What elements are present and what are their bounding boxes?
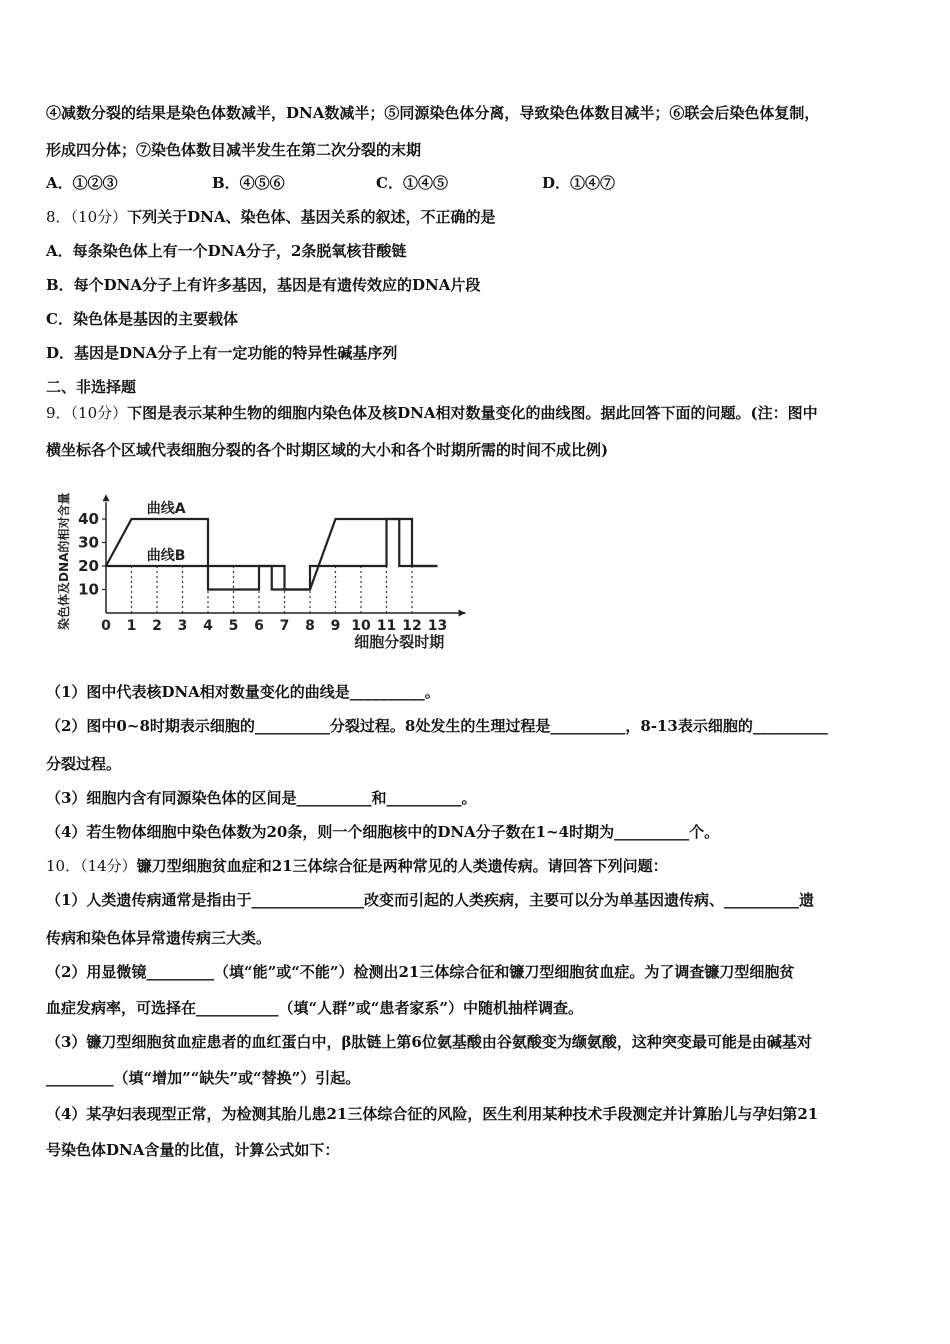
text-line-2: 形成四分体；⑦染色体数目减半发生在第二次分裂的末期	[46, 141, 422, 159]
q9-number: 9．（10分）	[46, 404, 128, 422]
q8-option-d: D．基因是DNA分子上有一定功能的特异性碱基序列	[46, 344, 398, 362]
q8-stem-text: 下列关于DNA、染色体、基因关系的叙述，不正确的是	[127, 208, 496, 226]
q10-sub-2a: （2）用显微镜_________（填“能”或“不能”）检测出21三体综合征和镰刀型细胞贫血症。为了调查镰刀型细胞贫	[46, 963, 795, 981]
y-tick-label: 40	[78, 510, 99, 528]
q7-option-a: A．①②③	[46, 174, 118, 192]
x-tick-label: 11	[376, 618, 397, 634]
q10-stem	[46, 856, 906, 876]
q10-number: 10．（14分）	[46, 857, 137, 875]
q8-option-a: A．每条染色体上有一个DNA分子，2条脱氧核苷酸链	[46, 242, 407, 260]
q9-sub-2b: 分裂过程。	[46, 755, 122, 773]
x-tick-label: 5	[228, 618, 239, 634]
x-tick-label: 8	[305, 618, 315, 634]
x-tick-label: 0	[101, 618, 111, 634]
y-axis-label: 染色体及DNA的相对含量	[57, 492, 71, 630]
x-tick-label: 10	[351, 618, 371, 634]
q7-option-d: D．①④⑦	[542, 174, 616, 192]
q9-stem-text: 下图是表示某种生物的细胞内染色体及核DNA相对数量变化的曲线图。据此回答下面的问题。(注：图中	[127, 404, 818, 422]
q10-sub-2b: 血症发病率，可选择在___________（填“人群”或“患者家系”）中随机抽样调查。	[46, 999, 584, 1017]
x-tick-label: 12	[402, 618, 422, 634]
q10-sub-3a: （3）镰刀型细胞贫血症患者的血红蛋白中，β肽链上第6位氨基酸由谷氨酸变为缬氨酸，这种突变最可能是由碱基对	[46, 1033, 812, 1051]
x-tick-label: 2	[152, 618, 162, 634]
q10-sub-3b: _________（填“增加”“缺失”或“替换”）引起。	[46, 1069, 361, 1087]
x-tick-label: 6	[254, 618, 264, 634]
x-tick-label: 13	[427, 618, 448, 634]
x-tick-label: 1	[126, 618, 137, 634]
q10-sub-1a: （1）人类遗传病通常是指由于_______________改变而引起的人类疾病，主要可以分为单基因遗传病、__________遗	[46, 891, 814, 909]
q10-sub-4b: 号染色体DNA含量的比值，计算公式如下：	[46, 1141, 340, 1159]
y-tick-label: 20	[78, 557, 99, 575]
y-tick-label: 10	[78, 580, 99, 599]
curve-b-label: 曲线B	[146, 548, 186, 565]
x-axis-arrow	[459, 610, 466, 617]
q8-option-c: C．染色体是基因的主要载体	[46, 310, 238, 328]
q8-number: 8．（10分）	[46, 208, 128, 226]
q10-sub-1b: 传病和染色体异常遗传病三大类。	[46, 929, 272, 947]
dna-chromosome-chart	[48, 478, 468, 653]
y-tick-label: 30	[78, 533, 99, 552]
curve-a-label: 曲线A	[146, 501, 186, 518]
text-line-1: ④减数分裂的结果是染色体数减半，DNA数减半；⑤同源染色体分离，导致染色体数目减半；⑥联会后染色体复制，	[46, 104, 820, 122]
x-tick-label: 3	[177, 618, 188, 634]
q8-option-b: B．每个DNA分子上有许多基因，基因是有遗传效应的DNA片段	[46, 276, 481, 294]
q8-stem	[46, 207, 906, 227]
x-tick-label: 7	[279, 618, 290, 634]
q9-stem-1	[46, 403, 906, 423]
x-axis-label: 细胞分裂时期	[354, 633, 445, 651]
section-heading: 二、非选择题	[46, 378, 137, 396]
x-tick-label: 9	[330, 618, 341, 634]
q9-stem-2: 横坐标各个区域代表细胞分裂的各个时期区域的大小和各个时期所需的时间不成比例)	[46, 441, 609, 459]
q9-sub-2a: （2）图中0~8时期表示细胞的__________分裂过程。8处发生的生理过程是__________，8-13表示细胞的__________	[46, 717, 828, 735]
q9-sub-4: （4）若生物体细胞中染色体数为20条，则一个细胞核中的DNA分子数在1~4时期为__________个。	[46, 823, 720, 841]
q9-sub-3: （3）细胞内含有同源染色体的区间是__________和__________。	[46, 789, 477, 807]
q7-option-b: B．④⑤⑥	[212, 174, 285, 192]
q10-stem-text: 镰刀型细胞贫血症和21三体综合征是两种常见的人类遗传病。请回答下列问题：	[136, 857, 668, 875]
x-tick-label: 4	[203, 618, 213, 634]
q7-option-c: C．①④⑤	[376, 174, 448, 192]
q9-sub-1: （1）图中代表核DNA相对数量变化的曲线是__________。	[46, 683, 440, 701]
y-axis-arrow	[103, 494, 110, 501]
q10-sub-4a: （4）某孕妇表现型正常，为检测其胎儿患21三体综合征的风险，医生利用某种技术手段测定并计算胎儿与孕妇第21	[46, 1105, 819, 1123]
